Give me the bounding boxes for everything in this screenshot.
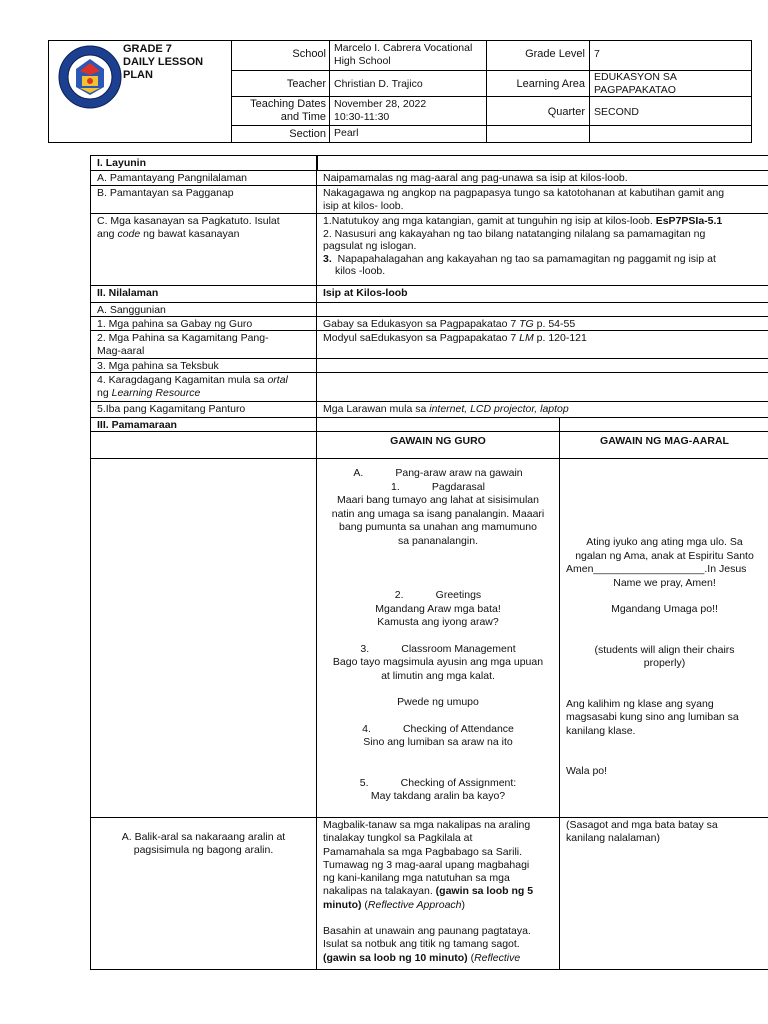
quarter-label: Quarter <box>547 106 585 118</box>
table-row <box>91 185 768 213</box>
table-row <box>91 330 768 358</box>
teksbuk-label: 3. Mga pahina sa Teksbuk <box>91 359 317 372</box>
balik-aral-label: A. Balik-aral sa nakaraang aralin at pagsisimula ng bagong aralin. <box>91 818 317 969</box>
teaching-dates-label: Teaching Dates and Time <box>250 98 326 123</box>
kasanayan-value: 1.Natutukoy ang mga katangian, gamit at tunguhin ng isip at kilos-loob. EsP7PSIa-5.1 2. Nasusuri ang kakayahan ng tao bilang natatanging nilalang sa pamamagitan ng pagsulat ng islogan. 3. Napapahalagahan ang kakayahan ng tao sa pamamagitan ng paggamit ng isip at kilos -loob. <box>323 215 723 277</box>
section-label: Section <box>289 128 326 140</box>
table-row <box>91 155 768 170</box>
school-label: School <box>292 48 326 60</box>
lesson-plan-table <box>90 155 768 970</box>
pamantayang-pangnilalaman-label: A. Pamantayang Pangnilalaman <box>91 171 317 185</box>
grade-level-label: Grade Level <box>525 48 585 60</box>
competency-code: EsP7PSIa-5.1 <box>655 215 723 227</box>
quarter-value: SECOND <box>594 106 639 118</box>
pamantayan-sa-pagganap-label: B. Pamantayan sa Pagganap <box>91 186 317 213</box>
gawain-ng-guro-header: GAWAIN NG GURO <box>317 432 560 458</box>
nilalaman-value: Isip at Kilos-loob <box>323 287 408 299</box>
section-value: Pearl <box>334 127 359 139</box>
deped-seal-logo <box>58 45 122 109</box>
date-time-value: November 28, 2022 10:30-11:30 <box>334 98 427 123</box>
iba-pang-kagamitan-value: Mga Larawan mula sa internet, LCD projector, laptop <box>323 403 569 415</box>
balik-aral-guro-cell: Magbalik-tanaw sa mga nakalipas na araling tinalakay tungkol sa Pagkilala at Pamamahala sa mga Pagbabago sa Sarili. Tumawag ng 3 mag-aaral upang magbahagi ng kani-kanilang mga natutuhan sa mga nakalipas na talakayan. (gawin sa loob ng 5 minuto) (Reflective Approach) Basahin at unawain ang paunang pagtataya. Isulat sa notbuk ang titik ng tamang sagot. (gawin sa loob ng 10 minuto) (Reflective <box>317 818 560 969</box>
table-row <box>91 431 768 458</box>
teacher-label: Teacher <box>286 78 326 90</box>
karagdagang-kagamitan-label: 4. Karagdagang Kagamitan mula sa ortal ng Learning Resource <box>91 373 317 401</box>
table-row <box>91 285 768 302</box>
kagamitang-mag-aaral-label: 2. Mga Pahina sa Kagamitang Pang- Mag-aaral <box>91 331 317 358</box>
layunin-heading: I. Layunin <box>91 156 317 170</box>
gabay-guro-label: 1. Mga pahina sa Gabay ng Guro <box>91 317 317 330</box>
gawain-ng-mag-aaral-header: GAWAIN NG MAG-AARAL <box>600 435 729 447</box>
teacher-value: Christian D. Trajico <box>334 78 423 90</box>
table-row <box>91 401 768 417</box>
iba-pang-kagamitan-label: 5.Iba pang Kagamitang Panturo <box>91 402 317 417</box>
pamantayan-sa-pagganap-value: Nakagagawa ng angkop na pagpapasya tungo sa katotohanan at kabutihan gamit ang isip at kilos- loob. <box>323 187 725 212</box>
table-row <box>91 170 768 185</box>
mag-aaral-routine-cell: Ating iyuko ang ating mga ulo. Sa ngalan ng Ama, anak at Espiritu Santo Amen___________________.In Jesus Name we pray, Amen! Mgandang Umaga po!! (students will align their chairs properly) Ang kalihim ng klase ang syang magsasabi kung sino ang lumiban sa kanilang klase. Wala po! <box>566 536 754 777</box>
table-row <box>91 213 768 285</box>
table-row <box>91 817 768 970</box>
gabay-guro-value: Gabay sa Edukasyon sa Pagpapakatao 7 TG p. 54-55 <box>323 318 576 330</box>
grade-level-value: 7 <box>594 48 600 60</box>
nilalaman-heading: II. Nilalaman <box>91 286 317 302</box>
table-row <box>91 372 768 401</box>
school-value: Marcelo I. Cabrera Vocational High School <box>334 42 473 67</box>
table-row <box>91 302 768 316</box>
sanggunian-label: A. Sanggunian <box>91 303 317 316</box>
table-row <box>91 458 768 817</box>
pamamaraan-heading: III. Pamamaraan <box>91 418 317 431</box>
learning-area-value: EDUKASYON SA PAGPAPAKATAO <box>594 71 677 96</box>
learning-area-label: Learning Area <box>516 78 585 90</box>
guro-routine-cell: A. Pang-araw araw na gawain 1. Pagdarasal Maari bang tumayo ang lahat at sisisimulan natin ang umaga sa isang panalangin. Maaari bang pumunta sa unahan ang mamumuno sa pananalangin. 2. Greetings Mgandang Araw mga bata! Kamusta ang iyong araw? 3. Classroom Management Bago tayo magsimula ayusin ang mga upuan at limutin ang mga kalat. Pwede ng umupo 4. Checking of Attendance Sino ang lumiban sa araw na ito 5. Checking of Assignment: May takdang aralin ba kayo? <box>317 459 560 817</box>
table-row <box>91 358 768 372</box>
lesson-plan-title: GRADE 7 DAILY LESSON PLAN <box>123 43 204 81</box>
table-row <box>91 316 768 330</box>
kasanayan-label: C. Mga kasanayan sa Pagkatuto. Isulat ang code ng bawat kasanayan <box>91 214 317 285</box>
pamantayang-pangnilalaman-value: Naipamamalas ng mag-aaral ang pag-unawa sa isip at kilos-loob. <box>323 172 628 184</box>
balik-aral-mag-aaral-cell: (Sasagot and mga bata batay sa kanilang nalalaman) <box>566 819 718 844</box>
kagamitang-mag-aaral-value: Modyul saEdukasyon sa Pagpapakatao 7 LM p. 120-121 <box>323 332 587 344</box>
table-row <box>91 417 768 431</box>
